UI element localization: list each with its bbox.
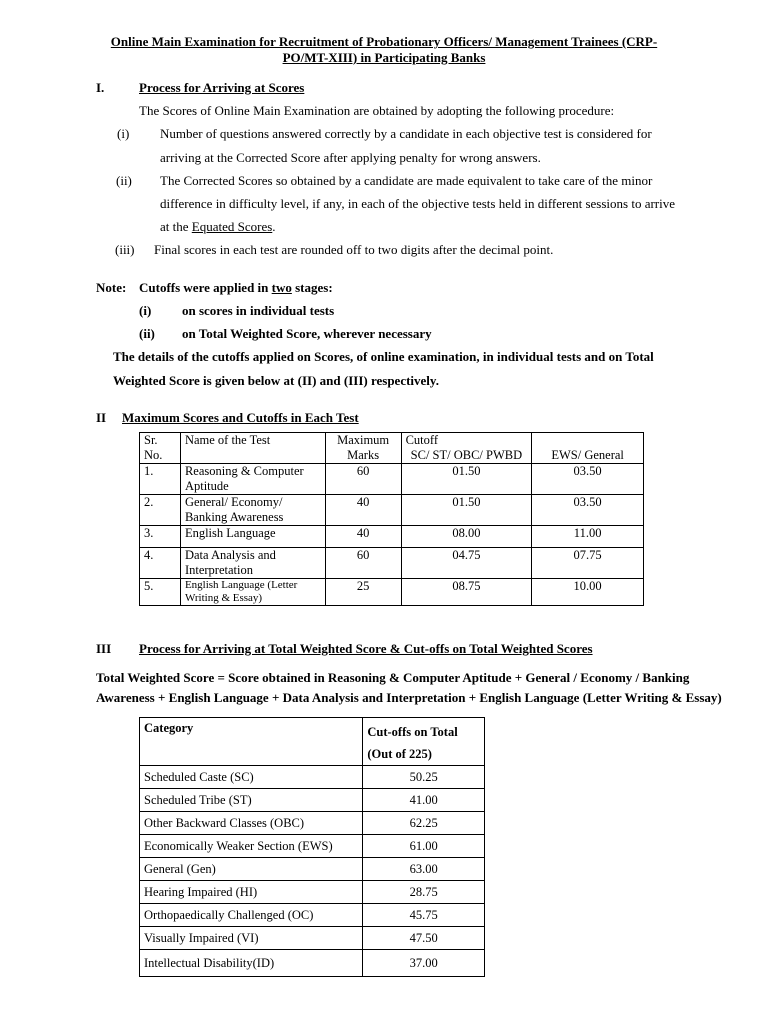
row-name-line1: Data Analysis and	[184, 548, 276, 562]
section1-heading: Process for Arriving at Scores	[139, 80, 305, 95]
row-name-line2: Interpretation	[184, 563, 253, 577]
equated-scores-term: Equated Scores	[191, 219, 273, 234]
category-cell: Intellectual Disability(ID)	[140, 950, 363, 977]
row-test-name	[180, 579, 325, 606]
row-name-line2: Aptitude	[184, 479, 229, 493]
category-cell: Orthopaedically Challenged (OC)	[140, 904, 363, 927]
cutoff-value-cell: 45.75	[363, 904, 485, 927]
total-cutoff-table	[139, 717, 485, 977]
cutoff-value-cell: 62.25	[363, 812, 485, 835]
section1-intro: The Scores of Online Main Examination are obtained by adopting the following procedure:	[139, 103, 615, 118]
note-text-prefix: Cutoffs were applied in	[139, 280, 272, 295]
table-row	[140, 950, 485, 977]
header-sc-st-obc-pwbd: SC/ ST/ OBC/ PWBD	[410, 448, 523, 462]
header-category: Category	[140, 718, 363, 766]
table-row	[140, 548, 644, 579]
category-cell: Hearing Impaired (HI)	[140, 881, 363, 904]
item-ii-line2: difference in difficulty level, if any, in each of the objective tests held in different sessions to arrive	[160, 196, 676, 211]
row-cutoff-ews: 10.00	[532, 579, 644, 606]
header-max-line1: Maximum	[337, 433, 390, 447]
cutoff-value-cell: 37.00	[363, 950, 485, 977]
table-row	[140, 835, 485, 858]
section1-number: I.	[96, 80, 105, 95]
item-ii-line3-suffix: .	[272, 219, 276, 234]
category-cell: Visually Impaired (VI)	[140, 927, 363, 950]
category-cell: Scheduled Caste (SC)	[140, 766, 363, 789]
row-name-line1: General/ Economy/	[184, 495, 283, 509]
row-name-line1: English Language (Letter	[184, 579, 298, 591]
category-cell: General (Gen)	[140, 858, 363, 881]
category-cell: Other Backward Classes (OBC)	[140, 812, 363, 835]
row-max-marks: 40	[325, 495, 401, 526]
section2-heading: Maximum Scores and Cutoffs in Each Test	[122, 410, 359, 425]
header-cutoff-text: Cutoff	[405, 433, 439, 447]
header-maximum-marks	[325, 433, 401, 464]
cutoff-value-cell: 41.00	[363, 789, 485, 812]
item-ii-line3-prefix: at the	[160, 219, 192, 234]
row-max-marks: 25	[325, 579, 401, 606]
row-cutoff-sc: 08.75	[401, 579, 532, 606]
table-row	[140, 495, 644, 526]
row-cutoff-ews: 11.00	[532, 526, 644, 548]
row-sr: 5.	[140, 579, 181, 606]
header-sr: Sr.	[144, 433, 158, 447]
header-no: No.	[144, 448, 163, 462]
item-ii-line1: The Corrected Scores so obtained by a candidate are made equivalent to take care of the minor	[160, 173, 653, 188]
section3-number: III	[96, 641, 112, 656]
row-name-line1: English Language	[184, 526, 276, 540]
formula-line2: Awareness + English Language + Data Analysis and Interpretation + English Language (Letter Writing & Essay)	[96, 690, 722, 705]
header-cutoff-total-line2: (Out of 225)	[367, 747, 432, 761]
row-cutoff-sc: 01.50	[401, 495, 532, 526]
table-row	[140, 904, 485, 927]
row-max-marks: 40	[325, 526, 401, 548]
category-cell: Scheduled Tribe (ST)	[140, 789, 363, 812]
row-cutoff-ews: 07.75	[532, 548, 644, 579]
header-ews-general: EWS/ General	[551, 448, 624, 462]
cutoff-table-header-row	[140, 433, 644, 464]
formula-line1: Total Weighted Score = Score obtained in Reasoning & Computer Aptitude + General / Economy / Banking	[96, 670, 690, 685]
note-item-i-text: on scores in individual tests	[182, 303, 335, 318]
table-row	[140, 927, 485, 950]
section3-heading: Process for Arriving at Total Weighted Score & Cut-offs on Total Weighted Scores	[139, 641, 593, 656]
row-sr: 1.	[140, 464, 181, 495]
note-item-ii-text: on Total Weighted Score, wherever necessary	[182, 326, 432, 341]
total-cutoff-header-row	[140, 718, 485, 766]
note-text	[139, 280, 333, 296]
table-row	[140, 789, 485, 812]
cutoff-value-cell: 28.75	[363, 881, 485, 904]
row-cutoff-sc: 01.50	[401, 464, 532, 495]
item-iii-number: (iii)	[115, 242, 135, 257]
item-iii-text: Final scores in each test are rounded off to two digits after the decimal point.	[154, 242, 554, 257]
header-cutoff	[401, 433, 532, 464]
row-cutoff-sc: 08.00	[401, 526, 532, 548]
row-cutoff-sc: 04.75	[401, 548, 532, 579]
table-row	[140, 881, 485, 904]
item-i-number: (i)	[117, 126, 130, 141]
table-row	[140, 858, 485, 881]
section2-number: II	[96, 410, 107, 425]
table-row	[140, 812, 485, 835]
row-name-line1: Reasoning & Computer	[184, 464, 304, 478]
table-row	[140, 464, 644, 495]
table-row	[140, 579, 644, 606]
table-row	[140, 526, 644, 548]
row-cutoff-ews: 03.50	[532, 495, 644, 526]
header-cutoff-total-line1: Cut-offs on Total	[367, 725, 458, 739]
doc-title-line1: Online Main Examination for Recruitment of Probationary Officers/ Management Trainees (CRP-	[110, 34, 658, 49]
row-sr: 3.	[140, 526, 181, 548]
row-test-name	[180, 548, 325, 579]
note-text-suffix: stages:	[291, 280, 333, 295]
table-row	[140, 766, 485, 789]
item-ii-line3	[160, 219, 276, 235]
header-sr-no	[140, 433, 181, 464]
header-ews-general-cell	[532, 433, 644, 464]
item-i-line1: Number of questions answered correctly by a candidate in each objective test is considered for	[160, 126, 652, 141]
cutoff-table	[139, 432, 644, 606]
item-i-line2: arriving at the Corrected Score after applying penalty for wrong answers.	[160, 150, 541, 165]
item-ii-number: (ii)	[116, 173, 132, 188]
row-name-line2: Banking Awareness	[184, 510, 284, 524]
header-cutoff-total	[363, 718, 485, 766]
note-text-underlined: two	[271, 280, 292, 295]
cutoff-value-cell: 61.00	[363, 835, 485, 858]
header-name-text: Name of the Test	[184, 433, 271, 447]
cutoff-value-cell: 47.50	[363, 927, 485, 950]
row-sr: 4.	[140, 548, 181, 579]
category-cell: Economically Weaker Section (EWS)	[140, 835, 363, 858]
note-item-ii-number: (ii)	[139, 326, 155, 341]
row-max-marks: 60	[325, 548, 401, 579]
header-max-line2: Marks	[347, 448, 380, 462]
row-test-name	[180, 495, 325, 526]
row-name-line2: Writing & Essay)	[184, 592, 263, 604]
note-details-line2: Weighted Score is given below at (II) and (III) respectively.	[113, 373, 439, 388]
row-test-name	[180, 526, 325, 548]
row-max-marks: 60	[325, 464, 401, 495]
note-item-i-number: (i)	[139, 303, 152, 318]
row-sr: 2.	[140, 495, 181, 526]
cutoff-value-cell: 50.25	[363, 766, 485, 789]
cutoff-value-cell: 63.00	[363, 858, 485, 881]
note-details-line1: The details of the cutoffs applied on Scores, of online examination, in individual tests and on Total	[113, 349, 654, 364]
doc-title-line2: PO/MT-XIII) in Participating Banks	[282, 50, 486, 65]
note-label: Note:	[96, 280, 127, 295]
header-test-name	[180, 433, 325, 464]
row-test-name	[180, 464, 325, 495]
row-cutoff-ews: 03.50	[532, 464, 644, 495]
